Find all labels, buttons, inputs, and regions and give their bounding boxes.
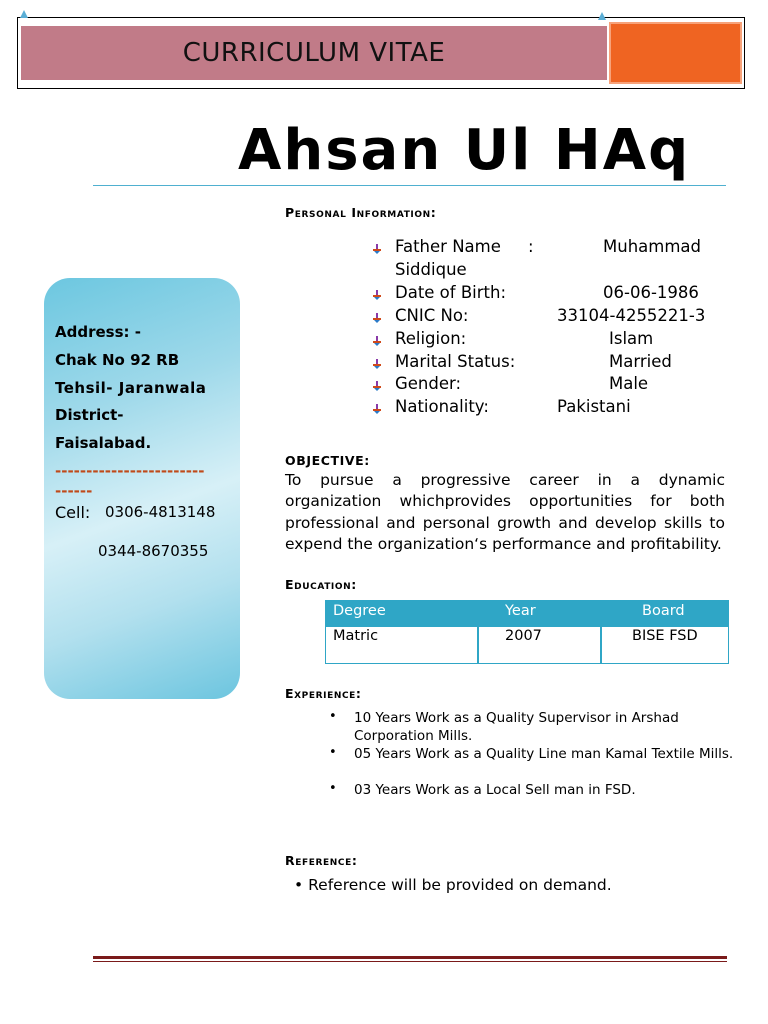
column-header: Degree <box>333 603 386 619</box>
plus-arrow-icon <box>371 358 383 370</box>
candidate-name: Ahsan Ul HAq <box>238 118 691 183</box>
experience-item: 05 Years Work as a Quality Line man Kamal Textile Mills. <box>354 746 734 762</box>
address-label: Address: - <box>55 323 141 341</box>
info-value: Islam <box>609 329 654 348</box>
plus-arrow-icon <box>371 403 383 415</box>
phone-number: 0306-4813148 <box>105 503 216 521</box>
info-label: Father Name <box>395 237 501 256</box>
plus-arrow-icon <box>371 289 383 301</box>
dash-separator: ------ <box>55 482 93 500</box>
address-line: Chak No 92 RB <box>55 351 180 369</box>
objective-heading: OBJECTIVE: <box>285 453 370 468</box>
plus-arrow-icon <box>371 243 383 255</box>
name-divider <box>93 185 726 186</box>
info-separator: : <box>528 237 534 256</box>
disc-bullet-icon: • <box>294 876 304 894</box>
header-accent-block <box>609 22 742 84</box>
table-cell: BISE FSD <box>632 628 698 644</box>
objective-text: To pursue a progressive career in a dynamic organization whichprovides opportunities for both professional and personal growth and develop skills to expend the organization‘s performance and profitability. <box>285 471 725 554</box>
footer-rule <box>93 961 727 962</box>
header-title: CURRICULUM VITAE <box>182 38 446 68</box>
info-value: Married <box>609 352 672 371</box>
phone-number: 0344-8670355 <box>98 542 209 560</box>
info-value: Pakistani <box>557 397 631 416</box>
info-label: Religion: <box>395 329 467 348</box>
info-label: Date of Birth: <box>395 283 507 302</box>
info-value: Muhammad <box>603 237 701 256</box>
education-heading: Education: <box>285 577 357 592</box>
reference-item <box>294 876 612 894</box>
table-cell: Matric <box>333 628 379 644</box>
address-line: Tehsil- Jaranwala <box>55 379 207 397</box>
info-value: 06-06-1986 <box>603 283 699 302</box>
table-divider <box>477 627 479 664</box>
experience-item: 03 Years Work as a Local Sell man in FSD. <box>354 782 636 798</box>
plus-arrow-icon <box>371 335 383 347</box>
education-table <box>325 600 729 664</box>
info-label: CNIC No: <box>395 306 469 325</box>
info-value: Male <box>609 374 649 393</box>
table-divider <box>600 627 602 664</box>
plus-arrow-icon <box>371 380 383 392</box>
column-header: Year <box>505 603 536 619</box>
corner-triangle-icon <box>598 12 606 20</box>
personal-info-heading: Personal Information: <box>285 205 437 220</box>
corner-triangle-icon <box>20 10 28 18</box>
info-value: 33104-4255221-3 <box>557 306 706 325</box>
disc-bullet-icon: • <box>329 781 337 796</box>
info-label: Nationality: <box>395 397 489 416</box>
disc-bullet-icon: • <box>329 745 337 760</box>
info-label: Marital Status: <box>395 352 516 371</box>
plus-arrow-icon <box>371 312 383 324</box>
cell-label: Cell: <box>55 503 91 522</box>
reference-text: Reference will be provided on demand. <box>308 876 612 894</box>
address-line: District- <box>55 406 124 424</box>
table-cell: 2007 <box>505 628 542 644</box>
disc-bullet-icon: • <box>329 709 337 724</box>
reference-heading: Reference: <box>285 853 358 868</box>
info-label: Gender: <box>395 374 462 393</box>
address-line: Faisalabad. <box>55 434 152 452</box>
dash-separator: ------------------------ <box>55 462 205 480</box>
footer-rule <box>93 956 727 959</box>
column-header: Board <box>642 603 685 619</box>
experience-heading: Experience: <box>285 686 362 701</box>
experience-item: 10 Years Work as a Quality Supervisor in Arshad Corporation Mills. <box>354 710 679 744</box>
info-value: Siddique <box>395 260 467 279</box>
